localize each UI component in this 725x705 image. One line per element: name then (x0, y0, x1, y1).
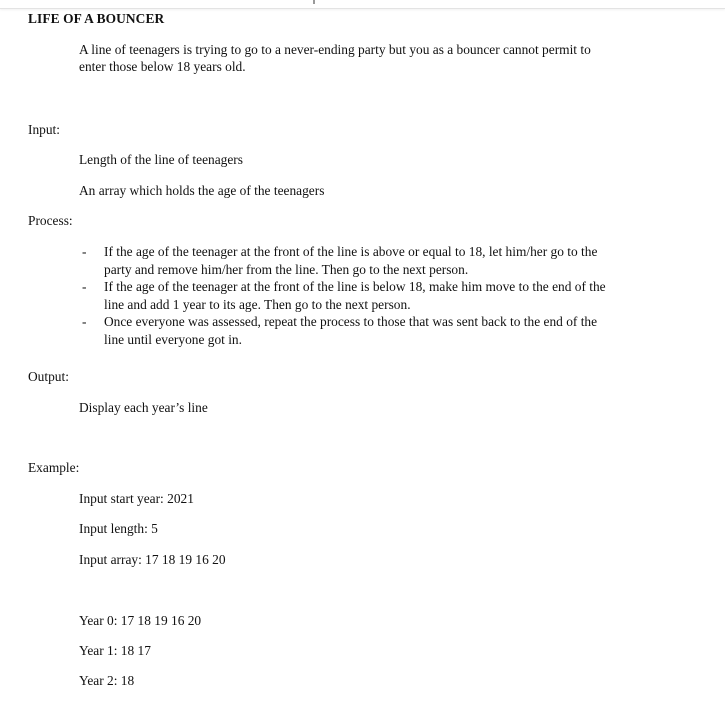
process-label: Process: (28, 213, 73, 228)
step-line: line and add 1 year to its age. Then go to the next person. (104, 296, 411, 312)
page-edge-mark (313, 0, 315, 4)
example-input: Input array: 17 18 19 16 20 (79, 552, 226, 567)
intro-line: enter those below 18 years old. (79, 59, 246, 74)
step-line: line until everyone got in. (104, 331, 242, 347)
step-line: If the age of the teenager at the front of the line is above or equal to 18, let him/her go to the (104, 244, 598, 259)
step-line: If the age of the teenager at the front of the line is below 18, make him move to the end of the (104, 279, 606, 295)
intro-paragraph (79, 41, 689, 75)
output-label: Output: (28, 369, 69, 384)
input-label: Input: (28, 122, 60, 137)
process-step (79, 313, 699, 348)
process-step (79, 243, 699, 278)
example-result: Year 1: 18 17 (79, 643, 151, 658)
bullet-dash: - (82, 244, 87, 259)
intro-line: A line of teenagers is trying to go to a never-ending party but you as a bouncer cannot permit to (79, 42, 591, 57)
bullet-dash: - (82, 314, 87, 330)
example-label: Example: (28, 460, 80, 475)
output-item: Display each year’s line (79, 400, 208, 415)
input-item: An array which holds the age of the teenagers (79, 183, 325, 198)
process-steps-list (79, 243, 699, 349)
example-input: Input start year: 2021 (79, 491, 194, 506)
step-line: party and remove him/her from the line. Then go to the next person. (104, 261, 469, 277)
page-top-edge (0, 0, 725, 9)
document-title: LIFE OF A BOUNCER (28, 11, 165, 26)
bullet-dash: - (82, 279, 87, 295)
example-input: Input length: 5 (79, 521, 158, 536)
step-line: Once everyone was assessed, repeat the process to those that was sent back to the end of the (104, 314, 598, 330)
example-result: Year 0: 17 18 19 16 20 (79, 613, 202, 628)
example-result: Year 2: 18 (79, 673, 135, 688)
input-item: Length of the line of teenagers (79, 152, 243, 167)
process-step (79, 278, 699, 313)
